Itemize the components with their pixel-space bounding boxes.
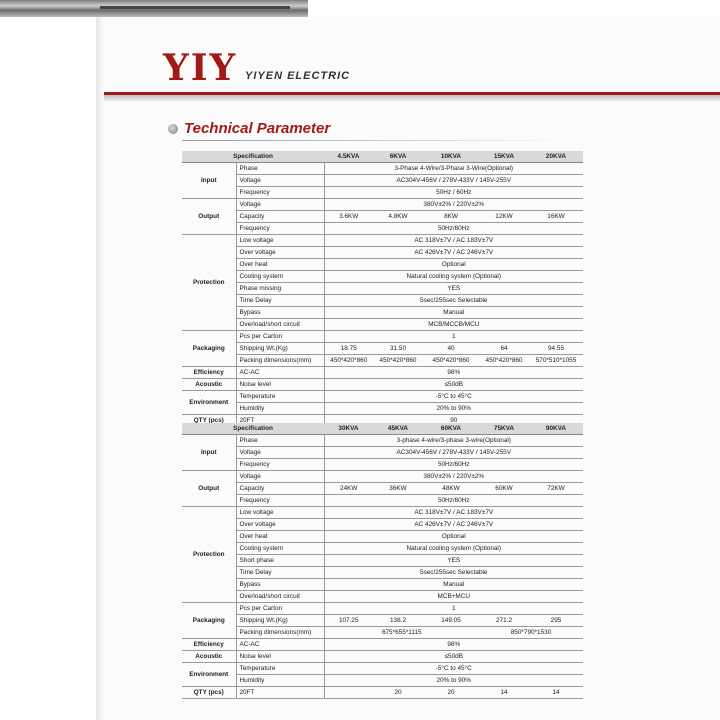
value-cell: MCB+MCU [324, 591, 583, 603]
table-row [182, 483, 583, 495]
value-cell: 50Hz/60Hz [324, 495, 583, 507]
category-cell: Output [182, 471, 236, 507]
table-row [182, 379, 583, 391]
value-cell: 72KW [529, 483, 583, 495]
parameter-cell: Capacity [236, 211, 324, 223]
value-cell: 12KW [479, 211, 529, 223]
parameter-cell: Cooling system [236, 543, 324, 555]
parameter-cell: 20FT [236, 415, 324, 427]
category-cell: Acoustic [182, 651, 236, 663]
table-row [182, 471, 583, 483]
brand-name: YIYEN ELECTRIC [245, 70, 351, 82]
spec-table-1 [182, 151, 583, 427]
value-cell: 36KW [373, 483, 423, 495]
model-header: 20KVA [529, 151, 583, 163]
table-row [182, 187, 583, 199]
value-cell: Natural cooling system (Optional) [324, 271, 583, 283]
model-header: 6KVA [373, 151, 423, 163]
table-row [182, 615, 583, 627]
spec-table-2 [182, 423, 583, 699]
table-row [182, 567, 583, 579]
parameter-cell: AC-AC [236, 367, 324, 379]
table-row [182, 603, 583, 615]
parameter-cell: Short phase [236, 555, 324, 567]
parameter-cell: Capacity [236, 483, 324, 495]
value-cell: 60KW [479, 483, 529, 495]
parameter-cell: Phase [236, 435, 324, 447]
table-row [182, 447, 583, 459]
table-row [182, 435, 583, 447]
value-cell: -5°C to 45°C [324, 663, 583, 675]
model-header: 10KVA [423, 151, 479, 163]
parameter-cell: Noise level [236, 379, 324, 391]
table-row [182, 271, 583, 283]
category-cell: QTY (pcs) [182, 415, 236, 427]
value-cell: 16KW [529, 211, 583, 223]
category-cell: Efficiency [182, 367, 236, 379]
parameter-cell: Shipping Wt.(Kg) [236, 343, 324, 355]
value-cell: 3.6KW [324, 211, 373, 223]
category-cell: Efficiency [182, 639, 236, 651]
model-header: 90KVA [529, 423, 583, 435]
value-cell: 20 [373, 687, 423, 699]
model-header: 4.5KVA [324, 151, 373, 163]
parameter-cell: AC-AC [236, 639, 324, 651]
parameter-cell: Phase [236, 163, 324, 175]
table-row [182, 507, 583, 519]
category-cell: Packaging [182, 331, 236, 367]
value-cell: 24KW [324, 483, 373, 495]
value-cell: 20% to 90% [324, 675, 583, 687]
value-cell: 138.2 [373, 615, 423, 627]
table-row [182, 687, 583, 699]
table-row [182, 495, 583, 507]
top-photo-strip [0, 0, 308, 17]
spec-header: Specification [182, 151, 324, 163]
table-row [182, 675, 583, 687]
table-row [182, 163, 583, 175]
table-row [182, 627, 583, 639]
table-row [182, 579, 583, 591]
parameter-cell: Over heat [236, 531, 324, 543]
value-cell: YES [324, 555, 583, 567]
model-header: 45KVA [373, 423, 423, 435]
model-header: 15KVA [479, 151, 529, 163]
category-cell: Protection [182, 507, 236, 603]
value-cell: Manual [324, 579, 583, 591]
table-row [182, 319, 583, 331]
parameter-cell: Pcs per Carton [236, 603, 324, 615]
value-cell: Optional [324, 531, 583, 543]
table-row [182, 307, 583, 319]
value-cell: 380V±2% / 220V±2% [324, 471, 583, 483]
header-grey-rule [104, 95, 720, 101]
category-cell: Environment [182, 663, 236, 687]
table-row [182, 651, 583, 663]
value-cell: 450*420*860 [373, 355, 423, 367]
table-row [182, 223, 583, 235]
value-cell: ≤50dB [324, 651, 583, 663]
value-cell: 4.8KW [373, 211, 423, 223]
parameter-cell: Packing dimensions(mm) [236, 355, 324, 367]
parameter-cell: Noise level [236, 651, 324, 663]
value-cell: Manual [324, 307, 583, 319]
value-cell: 50Hz/60Hz [324, 459, 583, 471]
value-cell: YES [324, 283, 583, 295]
parameter-cell: Frequency [236, 223, 324, 235]
value-cell: 8KW [423, 211, 479, 223]
value-cell: 450*420*860 [423, 355, 479, 367]
category-cell: Acoustic [182, 379, 236, 391]
value-cell: 20 [423, 687, 479, 699]
value-cell: 271.2 [479, 615, 529, 627]
value-cell: 90 [324, 415, 583, 427]
parameter-cell: Temperature [236, 391, 324, 403]
value-cell: Natural cooling system (Optional) [324, 543, 583, 555]
value-cell: 98% [324, 367, 583, 379]
table-row [182, 391, 583, 403]
table-header-row [182, 151, 583, 163]
parameter-cell: Voltage [236, 199, 324, 211]
value-cell: AC304V-456V / 278V-433V / 145V-255V [324, 175, 583, 187]
value-cell: 18.75 [324, 343, 373, 355]
parameter-cell: Voltage [236, 175, 324, 187]
parameter-cell: Humidity [236, 403, 324, 415]
category-cell: Input [182, 163, 236, 199]
value-cell: 48KW [423, 483, 479, 495]
table-row [182, 367, 583, 379]
parameter-cell: Phase missing [236, 283, 324, 295]
value-cell: 1 [324, 603, 583, 615]
parameter-cell: Over voltage [236, 519, 324, 531]
table-row [182, 543, 583, 555]
value-cell: 450*420*860 [324, 355, 373, 367]
table-row [182, 663, 583, 675]
table-row [182, 199, 583, 211]
value-cell: 94.55 [529, 343, 583, 355]
value-cell: -5°C to 45°C [324, 391, 583, 403]
category-cell: Protection [182, 235, 236, 331]
value-cell: 5sec/255sec Selectable [324, 567, 583, 579]
parameter-cell: Frequency [236, 187, 324, 199]
table-row [182, 639, 583, 651]
table-row [182, 211, 583, 223]
value-cell: 3-phase 4-wire/3-phase 3-wire(Optional) [324, 435, 583, 447]
model-header: 75KVA [479, 423, 529, 435]
table-row [182, 175, 583, 187]
table-row [182, 355, 583, 367]
parameter-cell: Voltage [236, 447, 324, 459]
category-cell: QTY (pcs) [182, 687, 236, 699]
parameter-cell: Frequency [236, 495, 324, 507]
table-row [182, 555, 583, 567]
parameter-cell: Time Delay [236, 295, 324, 307]
paper-shadow [96, 17, 104, 720]
parameter-cell: Bypass [236, 307, 324, 319]
value-cell: 107.25 [324, 615, 373, 627]
parameter-cell: Pcs per Carton [236, 331, 324, 343]
value-cell: 50Hz/60Hz [324, 223, 583, 235]
parameter-cell: Bypass [236, 579, 324, 591]
value-cell: 149.05 [423, 615, 479, 627]
table-row [182, 235, 583, 247]
table-row [182, 459, 583, 471]
value-cell-empty [324, 687, 373, 699]
value-cell: 450*420*860 [479, 355, 529, 367]
table-row [182, 591, 583, 603]
table-row [182, 283, 583, 295]
value-cell: 570*510*1055 [529, 355, 583, 367]
category-cell: Output [182, 199, 236, 235]
value-cell: 295 [529, 615, 583, 627]
table-row [182, 295, 583, 307]
value-cell: 14 [479, 687, 529, 699]
value-cell: 850*790*1530 [479, 627, 583, 639]
parameter-cell: Overload/short circuit [236, 319, 324, 331]
value-cell: AC 426V±7V / AC 246V±7V [324, 519, 583, 531]
table-row [182, 519, 583, 531]
value-cell: 1 [324, 331, 583, 343]
value-cell: 31.50 [373, 343, 423, 355]
value-cell: AC 318V±7V / AC 183V±7V [324, 507, 583, 519]
parameter-cell: Frequency [236, 459, 324, 471]
category-cell: Packaging [182, 603, 236, 639]
brand-logo: YIY [163, 47, 238, 89]
parameter-cell: 20FT [236, 687, 324, 699]
parameter-cell: Over heat [236, 259, 324, 271]
parameter-cell: Low voltage [236, 507, 324, 519]
parameter-cell: Humidity [236, 675, 324, 687]
table-row [182, 259, 583, 271]
section-underline [182, 140, 572, 141]
value-cell: 40 [423, 343, 479, 355]
category-cell: Environment [182, 391, 236, 415]
table-row [182, 331, 583, 343]
parameter-cell: Temperature [236, 663, 324, 675]
value-cell: 98% [324, 639, 583, 651]
parameter-cell: Cooling system [236, 271, 324, 283]
value-cell: 64 [479, 343, 529, 355]
parameter-cell: Low voltage [236, 235, 324, 247]
category-cell: Input [182, 435, 236, 471]
section-bullet-icon [168, 124, 178, 134]
value-cell: 20% to 90% [324, 403, 583, 415]
parameter-cell: Shipping Wt.(Kg) [236, 615, 324, 627]
value-cell: 14 [529, 687, 583, 699]
value-cell: 50Hz / 60Hz [324, 187, 583, 199]
value-cell: 380V±2% / 220V±2% [324, 199, 583, 211]
parameter-cell: Over voltage [236, 247, 324, 259]
parameter-cell: Voltage [236, 471, 324, 483]
table-row [182, 531, 583, 543]
spec-header: Specification [182, 423, 324, 435]
table-row [182, 403, 583, 415]
value-cell: AC304V-456V / 278V-433V / 145V-255V [324, 447, 583, 459]
value-cell: ≤50dB [324, 379, 583, 391]
value-cell: 3-Phase 4-Wire/3-Phase 3-Wire(Optional) [324, 163, 583, 175]
value-cell: 675*655*1115 [324, 627, 479, 639]
parameter-cell: Overload/short circuit [236, 591, 324, 603]
section-title: Technical Parameter [184, 120, 331, 137]
model-header: 60KVA [423, 423, 479, 435]
parameter-cell: Time Delay [236, 567, 324, 579]
table-row [182, 247, 583, 259]
value-cell: 5sec/255sec Selectable [324, 295, 583, 307]
value-cell: MCB/MCCB/MCU [324, 319, 583, 331]
value-cell: AC 426V±7V / AC 246V±7V [324, 247, 583, 259]
table-header-row [182, 423, 583, 435]
value-cell: AC 318V±7V / AC 183V±7V [324, 235, 583, 247]
parameter-cell: Packing dimensions(mm) [236, 627, 324, 639]
table-row [182, 343, 583, 355]
value-cell: Optional [324, 259, 583, 271]
model-header: 30KVA [324, 423, 373, 435]
